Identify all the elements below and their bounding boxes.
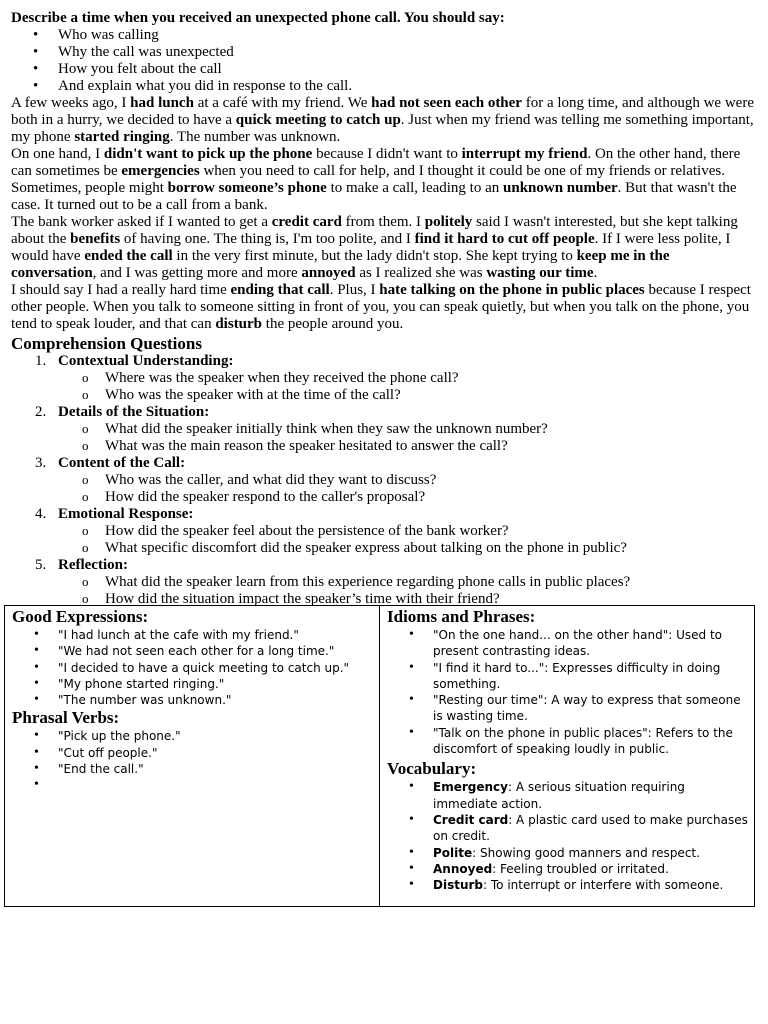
vocabulary-item <box>387 779 748 812</box>
question-list <box>58 523 757 557</box>
vocabulary-definition: : A serious situation requiring immediate action. <box>433 780 685 811</box>
question: o What did the speaker learn from this experience regarding phone calls in public places? <box>58 574 757 591</box>
text-run: . Just when my friend was telling me something important, my phone <box>11 112 754 145</box>
vocabulary-item <box>387 845 748 861</box>
text-run: from them. I <box>341 214 425 230</box>
essay-paragraph <box>11 282 757 333</box>
text-run: , and I was getting more and more <box>92 265 302 281</box>
key-phrase: disturb <box>215 316 263 332</box>
idiom-item: • "On the one hand... on the other hand": Used to present contrasting ideas. <box>387 627 748 660</box>
key-phrase: emergencies <box>121 163 200 179</box>
key-phrase: had lunch <box>130 95 194 111</box>
idiom-item: • "Resting our time": A way to express that someone is wasting time. <box>387 692 748 725</box>
comprehension-item <box>11 353 757 404</box>
text-run: . But that wasn't the case. It turned out to be a call from a bank. <box>11 180 737 213</box>
text-run: because I didn't want to <box>312 146 462 162</box>
question: o Where was the speaker when they received the phone call? <box>58 370 757 387</box>
expression-item: • "I had lunch at the cafe with my friend." <box>12 627 373 643</box>
vocabulary-term: Emergency <box>433 780 508 795</box>
text-run: the people around you. <box>262 316 404 332</box>
question: o How did the speaker respond to the caller's proposal? <box>58 489 757 506</box>
summary-right-column <box>380 606 754 906</box>
key-phrase: had not seen each other <box>371 95 522 111</box>
key-phrase: ended the call <box>84 248 173 264</box>
item-title: Content of the Call: <box>58 455 186 471</box>
key-phrase: politely <box>424 214 473 230</box>
question: o How did the speaker feel about the persistence of the bank worker? <box>58 523 757 540</box>
key-phrase: annoyed <box>301 265 356 281</box>
expression-item: • "We had not seen each other for a long time." <box>12 643 373 659</box>
comprehension-item <box>11 557 757 608</box>
text-run: when you need to call for help, and I thought it could be one of my friends or relatives. Sometimes, people might <box>11 163 725 196</box>
vocabulary-definition: : Showing good manners and respect. <box>472 845 700 860</box>
text-run: The bank worker asked if I wanted to get a <box>11 214 272 230</box>
expression-item: • "My phone started ringing." <box>12 676 373 692</box>
question: o How did the situation impact the speaker’s time with their friend? <box>58 591 757 608</box>
comprehension-heading: Comprehension Questions <box>11 334 202 353</box>
good-expressions-list <box>12 627 373 708</box>
essay-paragraph <box>11 95 757 146</box>
key-phrase: quick meeting to catch up <box>235 112 401 128</box>
item-number: 2. <box>35 404 47 420</box>
text-run: of having one. The thing is, I'm too polite, and I <box>120 231 415 247</box>
key-phrase: credit card <box>271 214 342 230</box>
comprehension-item <box>11 455 757 506</box>
item-number: 4. <box>35 506 47 522</box>
item-title: Reflection: <box>58 557 128 573</box>
item-number: 3. <box>35 455 47 471</box>
key-phrase: didn't want to pick up the phone <box>103 146 313 162</box>
prompt-bullet: • How you felt about the call <box>11 61 757 78</box>
key-phrase: benefits <box>70 231 121 247</box>
key-phrase: ending that call <box>230 282 330 298</box>
question: o What was the main reason the speaker hesitated to answer the call? <box>58 438 757 455</box>
phrasal-verbs-list <box>12 728 373 793</box>
prompt-bullet: • Why the call was unexpected <box>11 44 757 61</box>
idiom-item: • "Talk on the phone in public places": Refers to the discomfort of speaking loudly in public. <box>387 725 748 758</box>
text-run: . If I were less polite, I would have <box>11 231 731 264</box>
empty-bullet <box>12 777 373 793</box>
question: o Who was the speaker with at the time of the call? <box>58 387 757 404</box>
text-run: . <box>593 265 598 281</box>
question: o What did the speaker initially think when they saw the unknown number? <box>58 421 757 438</box>
prompt-title: Describe a time when you received an unexpected phone call. You should say: <box>11 10 505 26</box>
question-list <box>58 574 757 608</box>
item-number: 5. <box>35 557 47 573</box>
text-run: because I respect other people. When you talk to someone sitting in front of you, you can speak quietly, but when you talk on the phone, you tend to speak louder, and that can <box>11 282 751 332</box>
vocabulary-heading: Vocabulary: <box>387 759 477 779</box>
comprehension-list <box>11 353 757 608</box>
question: o Who was the caller, and what did they want to discuss? <box>58 472 757 489</box>
key-phrase: borrow someone’s phone <box>167 180 327 196</box>
item-title: Emotional Response: <box>58 506 194 522</box>
prompt-bullets <box>11 27 757 95</box>
text-run: On one hand, I <box>11 146 104 162</box>
key-phrase: hate talking on the phone in public places <box>379 282 645 298</box>
question: o What specific discomfort did the speaker express about talking on the phone in public? <box>58 540 757 557</box>
essay <box>11 95 757 333</box>
item-title: Details of the Situation: <box>58 404 210 420</box>
text-run: . Plus, I <box>329 282 380 298</box>
vocabulary-term: Disturb <box>433 878 484 893</box>
item-title: Contextual Understanding: <box>58 353 234 369</box>
key-phrase: unknown number <box>503 180 618 196</box>
key-phrase: find it hard to cut off people <box>414 231 595 247</box>
text-run: as I realized she was <box>355 265 487 281</box>
text-run: for a long time, and although we were both in a hurry, we decided to have a <box>11 95 754 128</box>
idioms-heading: Idioms and Phrases: <box>387 607 536 626</box>
text-run: I should say I had a really hard time <box>11 282 231 298</box>
text-run: A few weeks ago, I <box>11 95 131 111</box>
prompt-bullet: • Who was calling <box>11 27 757 44</box>
item-number: 1. <box>35 353 47 369</box>
key-phrase: interrupt my friend <box>461 146 588 162</box>
phrasal-verb-item: • "Pick up the phone." <box>12 728 373 744</box>
vocabulary-term: Polite <box>433 845 473 860</box>
good-expressions-heading: Good Expressions: <box>12 607 149 626</box>
comprehension-item <box>11 506 757 557</box>
summary-table <box>4 605 755 907</box>
vocabulary-definition: : A plastic card used to make purchases on credit. <box>433 812 748 844</box>
text-run: . The number was unknown. <box>169 129 341 145</box>
idiom-item: • "I find it hard to...": Expresses difficulty in doing something. <box>387 660 748 693</box>
question-list <box>58 421 757 455</box>
vocabulary-term: Annoyed <box>433 861 493 876</box>
comprehension-item <box>11 404 757 455</box>
vocabulary-item <box>387 812 748 845</box>
vocabulary-item <box>387 877 748 893</box>
text-run: to make a call, leading to an <box>326 180 504 196</box>
phrasal-verb-item: • "Cut off people." <box>12 745 373 761</box>
text-run: . On the other hand, there can sometimes be <box>11 146 741 179</box>
expression-item: • "I decided to have a quick meeting to catch up." <box>12 660 373 676</box>
prompt-bullet: • And explain what you did in response to the call. <box>11 78 757 95</box>
question-list <box>58 472 757 506</box>
essay-paragraph <box>11 214 757 282</box>
question-list <box>58 370 757 404</box>
phrasal-verbs-heading: Phrasal Verbs: <box>12 708 120 728</box>
vocabulary-list <box>387 779 748 893</box>
text-run: said I wasn't interested, but she kept talking about the <box>11 214 738 247</box>
vocabulary-item <box>387 861 748 877</box>
idioms-list <box>387 627 748 757</box>
key-phrase: keep me in the conversation <box>11 248 670 281</box>
vocabulary-term: Credit card <box>433 812 509 827</box>
text-run: in the very first minute, but the lady didn't stop. She kept trying to <box>172 248 577 264</box>
phrasal-verb-item: • "End the call." <box>12 761 373 777</box>
essay-paragraph <box>11 146 757 214</box>
key-phrase: started ringing <box>74 129 170 145</box>
key-phrase: wasting our time <box>486 265 594 281</box>
vocabulary-definition: : To interrupt or interfere with someone. <box>483 878 724 893</box>
summary-left-column <box>5 606 380 906</box>
expression-item: • "The number was unknown." <box>12 692 373 708</box>
text-run: at a café with my friend. We <box>193 95 372 111</box>
document-page <box>11 10 757 608</box>
vocabulary-definition: : Feeling troubled or irritated. <box>492 861 669 876</box>
